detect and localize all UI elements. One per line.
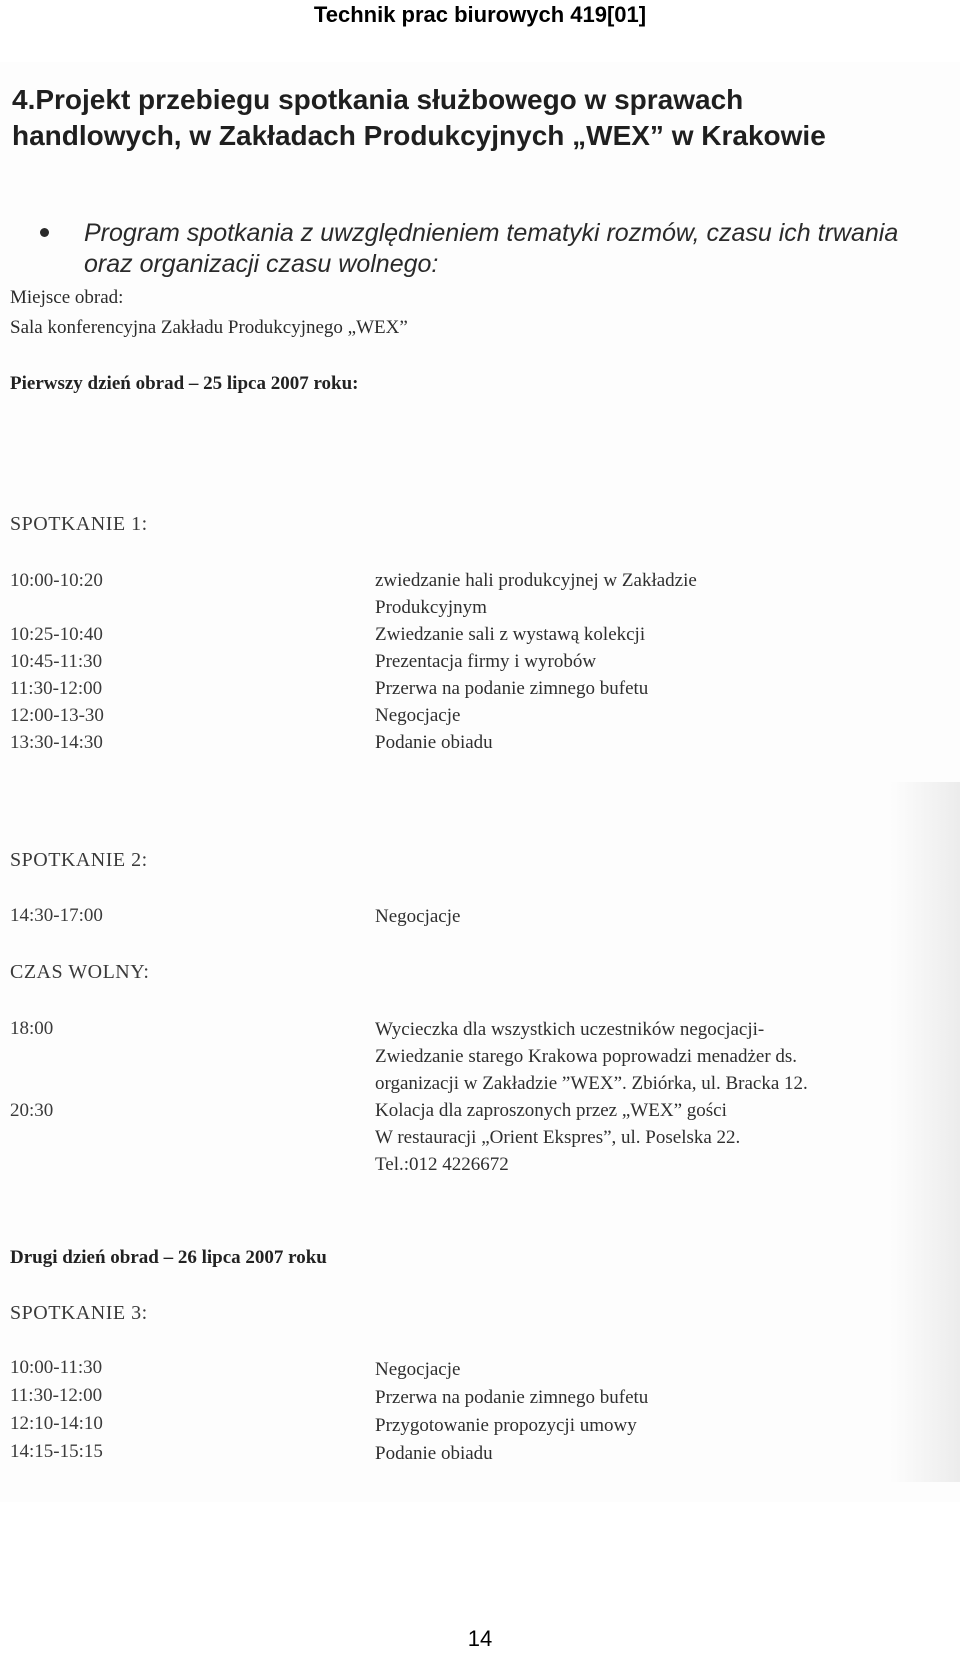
schedule-activity: organizacji w Zakładzie ”WEX”. Zbiórka, ul. Bracka 12. — [375, 1073, 808, 1094]
schedule-activity: Przygotowanie propozycji umowy — [375, 1415, 637, 1436]
schedule-time: 20:30 — [10, 1100, 54, 1121]
schedule-activity: Podanie obiadu — [375, 732, 493, 753]
schedule-time: 14:30-17:00 — [10, 905, 103, 926]
schedule-activity: Wycieczka dla wszystkich uczestników negocjacji- — [375, 1019, 765, 1040]
schedule-activity: Podanie obiadu — [375, 1443, 493, 1464]
schedule-time: 10:45-11:30 — [10, 651, 103, 672]
schedule-activity: W restauracji „Orient Ekspres”, ul. Poselska 22. — [375, 1127, 741, 1148]
venue-label: Miejsce obrad: — [10, 287, 124, 308]
schedule-time: 12:00-13-30 — [10, 705, 104, 726]
schedule-activity: Przerwa na podanie zimnego bufetu — [375, 678, 649, 699]
program-bullet-text: Program spotkania z uwzględnieniem tematyki rozmów, czasu ich trwania oraz organizacji czasu wolnego: — [84, 219, 899, 278]
scan-edge-shadow — [890, 782, 960, 1482]
day2-heading: Drugi dzień obrad – 26 lipca 2007 roku — [10, 1247, 327, 1268]
page-number: 14 — [467, 1626, 493, 1651]
schedule-activity: zwiedzanie hali produkcyjnej w Zakładzie — [375, 570, 697, 591]
schedule-time: 12:10-14:10 — [10, 1413, 103, 1434]
schedule-activity: Negocjacje — [375, 1359, 461, 1380]
free-time-title: CZAS WOLNY: — [10, 961, 150, 983]
day1-heading: Pierwszy dzień obrad – 25 lipca 2007 roku: — [10, 373, 359, 394]
schedule-time: 11:30-12:00 — [10, 678, 103, 699]
meeting3-title: SPOTKANIE 3: — [10, 1302, 148, 1324]
schedule-activity: Prezentacja firmy i wyrobów — [375, 651, 597, 672]
schedule-time: 18:00 — [10, 1018, 54, 1039]
meeting2-title: SPOTKANIE 2: — [10, 849, 148, 871]
schedule-activity: Zwiedzanie starego Krakowa poprowadzi menadżer ds. — [375, 1046, 798, 1067]
schedule-activity: Negocjacje — [375, 906, 461, 927]
schedule-activity: Negocjacje — [375, 705, 461, 726]
schedule-time: 13:30-14:30 — [10, 732, 103, 753]
schedule-activity: Kolacja dla zaproszonych przez „WEX” gości — [375, 1100, 727, 1121]
schedule-time: 10:25-10:40 — [10, 624, 103, 645]
schedule-activity: Przerwa na podanie zimnego bufetu — [375, 1387, 649, 1408]
document-heading: 4.Projekt przebiegu spotkania służbowego w sprawach handlowych, w Zakładach Produkcyjnych „WEX” w Krakowie — [12, 84, 826, 151]
program-bullet — [40, 218, 930, 280]
schedule-activity: Tel.:012 4226672 — [375, 1154, 509, 1175]
schedule-activity: Produkcyjnym — [375, 597, 487, 618]
schedule-time: 10:00-10:20 — [10, 570, 103, 591]
schedule-activity: Zwiedzanie sali z wystawą kolekcji — [375, 624, 646, 645]
schedule-time: 14:15-15:15 — [10, 1441, 103, 1462]
meeting1-title: SPOTKANIE 1: — [10, 513, 148, 535]
schedule-time: 10:00-11:30 — [10, 1357, 103, 1378]
schedule-time: 11:30-12:00 — [10, 1385, 103, 1406]
bullet-dot-icon — [40, 228, 49, 237]
page-header-title: Technik prac biurowych 419[01] — [313, 2, 647, 27]
venue-text: Sala konferencyjna Zakładu Produkcyjnego „WEX” — [10, 317, 408, 338]
